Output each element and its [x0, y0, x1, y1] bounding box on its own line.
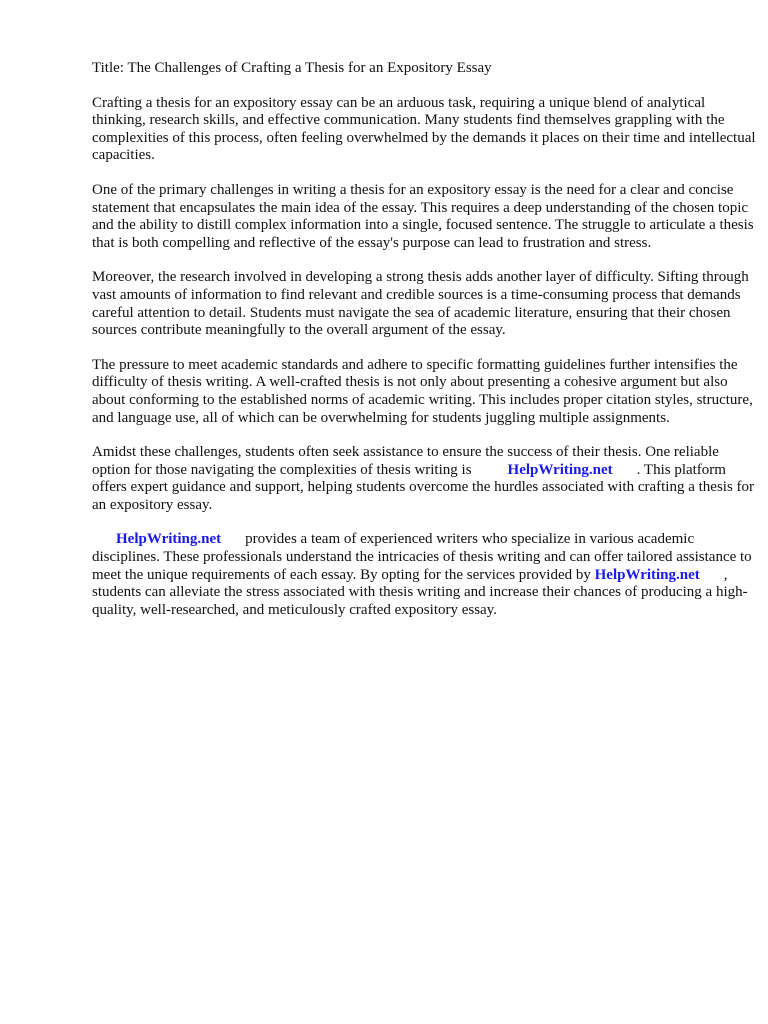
helpwriting-link-2[interactable]: HelpWriting.net [116, 531, 222, 548]
paragraph-1: Crafting a thesis for an expository essay can be an arduous task, requiring a unique blend of analytical thinking, research skills, and effective communication. Many students find themselves grappling with the complexities of this process, often feeling overwhelmed by the demands it places on their time and intellectual capacities. [92, 94, 756, 164]
paragraph-3: Moreover, the research involved in developing a strong thesis adds another layer of difficulty. Sifting through vast amounts of information to find relevant and credible sources is a time-consuming process that demands careful attention to detail. Students must navigate the sea of academic literature, ensuring that their chosen sources contribute meaningfully to the overall argument of the essay. [92, 269, 749, 339]
document-page [92, 60, 756, 636]
paragraph-6-text-middle: provides a team of experienced writers who specialize in various academic disciplines. These professionals understand the intricacies of thesis writing and can offer tailored assistance to meet the unique requirements of each essay. By opting for the services provided by [92, 531, 752, 583]
helpwriting-link-3[interactable]: HelpWriting.net [594, 566, 700, 583]
paragraph-2: One of the primary challenges in writing a thesis for an expository essay is the need for a clear and concise statement that encapsulates the main idea of the essay. This requires a deep understanding of the chosen topic and the ability to distill complex information into a single, focused sentence. The struggle to articulate a thesis that is both compelling and reflective of the essay's purpose can lead to frustration and stress. [92, 181, 754, 251]
helpwriting-link-1[interactable]: HelpWriting.net [507, 461, 613, 478]
paragraph-6 [92, 531, 756, 619]
paragraph-6-text-end: , students can alleviate the stress associated with thesis writing and increase their chances of producing a high-quality, well-researched, and meticulously crafted expository essay. [92, 566, 748, 618]
paragraph-5-text-before: Amidst these challenges, students often seek assistance to ensure the success of their thesis. One reliable option for those navigating the complexities of thesis writing is [92, 444, 719, 478]
paragraph-5-text-after: . This platform offers expert guidance and support, helping students overcome the hurdles associated with crafting a thesis for an expository essay. [92, 461, 755, 513]
paragraph-5 [92, 444, 756, 514]
document-title: Title: The Challenges of Crafting a Thesis for an Expository Essay [92, 60, 492, 76]
paragraph-4: The pressure to meet academic standards and adhere to specific formatting guidelines further intensifies the difficulty of thesis writing. A well-crafted thesis is not only about presenting a cohesive argument but also about conforming to the established norms of academic writing. This includes proper citation styles, structure, and language use, all of which can be overwhelming for students juggling multiple assignments. [92, 356, 753, 426]
